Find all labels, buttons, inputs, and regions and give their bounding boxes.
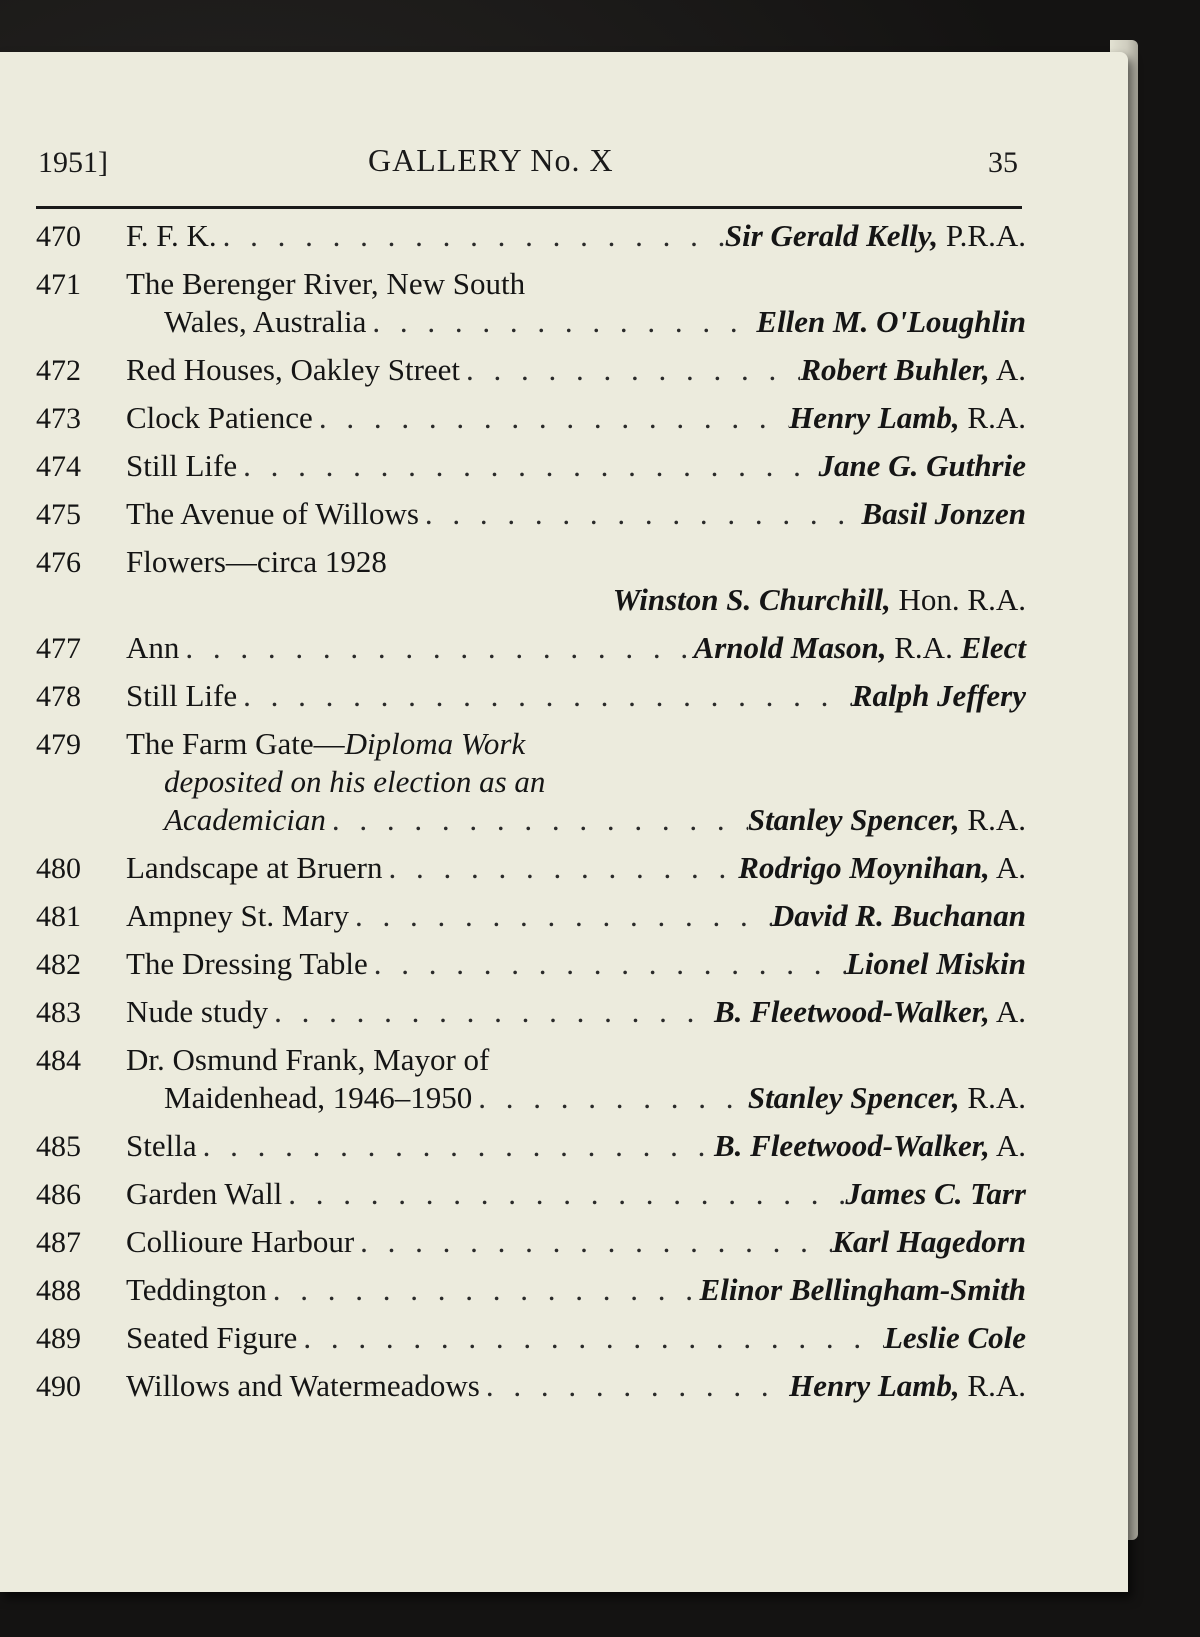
- entry-number: 483: [36, 996, 81, 1029]
- entry: [36, 678, 1026, 716]
- entry-title: Seated Figure: [126, 1320, 298, 1355]
- entry: [36, 946, 1026, 984]
- entry-number: 486: [36, 1178, 81, 1211]
- leader-dots: [480, 1368, 789, 1404]
- entry-title: Clock Patience: [126, 400, 313, 435]
- entry: [36, 994, 1026, 1032]
- entry: [36, 850, 1026, 888]
- entry-title: Willows and Watermeadows: [126, 1368, 480, 1403]
- entry: [36, 1320, 1026, 1358]
- entry-number: 477: [36, 632, 81, 665]
- entry-number: 488: [36, 1274, 81, 1307]
- entry-number: 479: [36, 728, 81, 761]
- leader-dots: [268, 994, 714, 1030]
- entry-number: 481: [36, 900, 81, 933]
- entry-number: 475: [36, 498, 81, 531]
- entry-artist: Winston S. Churchill, Hon. R.A.: [612, 582, 1026, 617]
- leader-dots: [419, 496, 862, 532]
- entry-artist: David R. Buchanan: [771, 898, 1026, 933]
- entry-title: Stella: [126, 1128, 197, 1163]
- entry-title: Ann: [126, 630, 180, 665]
- leader-dots: [349, 898, 772, 934]
- leader-dots: [472, 1080, 748, 1116]
- entry-artist: Sir Gerald Kelly, P.R.A.: [724, 218, 1026, 253]
- entry-title: Ampney St. Mary: [126, 898, 350, 933]
- header-rule: [36, 206, 1022, 209]
- entry: [36, 218, 1026, 256]
- entry-number: 490: [36, 1370, 81, 1403]
- entry-number: 471: [36, 268, 81, 301]
- entry: [36, 266, 1026, 342]
- leader-dots: [366, 304, 756, 340]
- entry: [36, 1368, 1026, 1406]
- entry-title-continued: Academician: [164, 802, 326, 837]
- entry-artist: Basil Jonzen: [861, 496, 1026, 531]
- entry-title: Still Life: [126, 678, 238, 713]
- entry-artist: Karl Hagedorn: [832, 1224, 1026, 1259]
- entry-number: 474: [36, 450, 81, 483]
- entry-number: 470: [36, 220, 81, 253]
- entry-artist: Ralph Jeffery: [851, 678, 1026, 713]
- entry-number: 478: [36, 680, 81, 713]
- entry-artist: Leslie Cole: [883, 1320, 1026, 1355]
- header-year: 1951]: [38, 146, 108, 179]
- entry-number: 482: [36, 948, 81, 981]
- entry-artist: Jane G. Guthrie: [818, 448, 1026, 483]
- entry-title-continued: Wales, Australia: [164, 304, 367, 339]
- entry-title: F. F. K.: [126, 218, 217, 253]
- leader-dots: [217, 218, 725, 254]
- entry: [36, 1042, 1026, 1118]
- entry-title: Collioure Harbour: [126, 1224, 355, 1259]
- entry: [36, 898, 1026, 936]
- page-header: [38, 136, 1018, 186]
- page-number: 35: [988, 146, 1018, 179]
- entry: [36, 400, 1026, 438]
- entry-title: Dr. Osmund Frank, Mayor of: [126, 1042, 490, 1077]
- entry-title: The Berenger River, New South: [126, 266, 526, 301]
- leader-dots: [368, 946, 846, 982]
- entry-number: 473: [36, 402, 81, 435]
- entry-title-continued: Maidenhead, 1946–1950: [164, 1080, 473, 1115]
- entry-artist: Arnold Mason, R.A. Elect: [693, 630, 1026, 665]
- entry-number: 489: [36, 1322, 81, 1355]
- entry-number: 485: [36, 1130, 81, 1163]
- entry-title: Landscape at Bruern: [126, 850, 383, 885]
- entry-artist: James C. Tarr: [845, 1176, 1026, 1211]
- entry-title: Still Life: [126, 448, 238, 483]
- leader-dots: [237, 448, 818, 484]
- entry-title: The Dressing Table: [126, 946, 368, 981]
- entry: [36, 630, 1026, 668]
- leader-dots: [267, 1272, 700, 1308]
- entry-number: 487: [36, 1226, 81, 1259]
- entry-artist: Ellen M. O'Loughlin: [756, 304, 1026, 339]
- entry: [36, 1224, 1026, 1262]
- leader-dots: [197, 1128, 714, 1164]
- entry-title: The Farm Gate—Diploma Work: [126, 726, 526, 761]
- entry-title: The Avenue of Willows: [126, 496, 419, 531]
- leader-dots: [460, 352, 800, 388]
- leader-dots: [237, 678, 852, 714]
- leader-dots: [179, 630, 693, 666]
- entry: [36, 448, 1026, 486]
- header-title: GALLERY No. X: [368, 142, 614, 178]
- entry-number: 480: [36, 852, 81, 885]
- entry-artist: Robert Buhler, A.: [800, 352, 1026, 387]
- leader-dots: [326, 802, 748, 838]
- entry-number: 476: [36, 546, 81, 579]
- entry-artist: Stanley Spencer, R.A.: [747, 802, 1026, 837]
- entry-number: 484: [36, 1044, 81, 1077]
- entry: [36, 1176, 1026, 1214]
- entry-artist: Stanley Spencer, R.A.: [747, 1080, 1026, 1115]
- leader-dots: [313, 400, 789, 436]
- entry-number: 472: [36, 354, 81, 387]
- entry-title: Garden Wall: [126, 1176, 283, 1211]
- entry-artist: Henry Lamb, R.A.: [789, 400, 1026, 435]
- entry-title: Nude study: [126, 994, 269, 1029]
- entry-artist: Rodrigo Moynihan, A.: [738, 850, 1026, 885]
- entry-title-continued: deposited on his election as an: [164, 764, 546, 799]
- leader-dots: [383, 850, 739, 886]
- entry-artist: Elinor Bellingham-Smith: [699, 1272, 1026, 1307]
- entry: [36, 726, 1026, 840]
- leader-dots: [354, 1224, 832, 1260]
- entry-title: Red Houses, Oakley Street: [126, 352, 461, 387]
- entry-list: [36, 218, 1026, 1416]
- leader-dots: [297, 1320, 884, 1356]
- entry: [36, 496, 1026, 534]
- entry-artist: Lionel Miskin: [845, 946, 1026, 981]
- entry-title: Flowers—circa 1928: [126, 544, 387, 579]
- entry: [36, 1128, 1026, 1166]
- entry-artist: B. Fleetwood-Walker, A.: [713, 1128, 1026, 1163]
- entry: [36, 352, 1026, 390]
- entry-artist: B. Fleetwood-Walker, A.: [713, 994, 1026, 1029]
- entry-artist: Henry Lamb, R.A.: [789, 1368, 1026, 1403]
- entry: [36, 1272, 1026, 1310]
- entry: [36, 544, 1026, 620]
- entry-title: Teddington: [126, 1272, 267, 1307]
- leader-dots: [282, 1176, 845, 1212]
